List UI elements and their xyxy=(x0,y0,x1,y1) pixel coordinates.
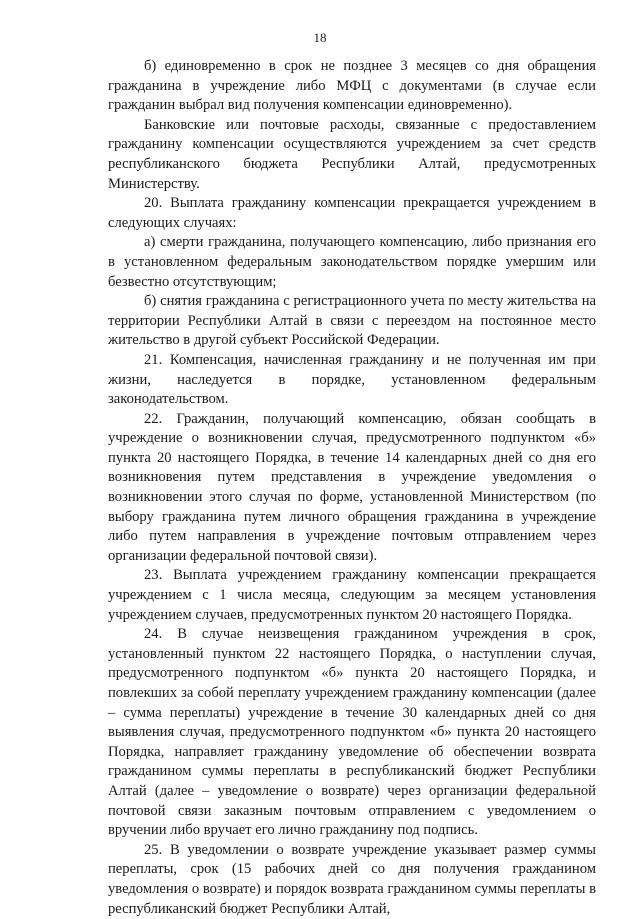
paragraph-clause-23: 23. Выплата учреждением гражданину компенсации прекращается учреждением с 1 числа месяца, следующим за месяцем установления учреждением случаев, предусмотренных пунктом 20 настоящего Порядка. xyxy=(108,567,596,623)
paragraph-clause-22: 22. Гражданин, получающий компенсацию, обязан сообщать в учреждение о возникновении случая, предусмотренного подпунктом «б» пункта 20 настоящего Порядка, в течение 14 календарных дней со дня его возникновения путем представления в учреждение уведомления о возникновении этого случая по форме, установленной Министерством (по выбору гражданина путем личного обращения гражданина в учреждение либо путем направления в учреждение почтовым отправлением через организации федеральной почтовой связи). xyxy=(108,410,596,564)
paragraph-clause-25: 25. В уведомлении о возврате учреждение указывает размер суммы переплаты, срок (15 рабочих дней со дня получения гражданином уведомления о возврате) и порядок возврата гражданином суммы переплаты в республиканский бюджет Республики Алтай, xyxy=(108,841,596,917)
paragraph-compensation-lump-sum: б) единовременно в срок не позднее 3 месяцев со дня обращения гражданина в учреждение либо МФЦ с документами (в случае если гражданин выбрал вид получения компенсации единовременно). xyxy=(108,58,596,114)
page-number: 18 xyxy=(313,30,327,45)
paragraph-clause-24: 24. В случае неизвещения гражданином учреждения в срок, установленный пунктом 22 настоящего Порядка, о наступлении случая, предусмотренного подпунктом «б» пункта 20 настоящего Порядка, и повлекших за собой переплату учреждением гражданину компенсации (далее – сумма переплаты) учреждение в течение 30 календарных дней со дня выявления случая, предусмотренного подпунктом «б» пункта 20 настоящего Порядка, направляет гражданину уведомление об обеспечении возврата гражданином суммы переплаты в республиканский бюджет Республики Алтай (далее – уведомление о возврате) через организации федеральной почтовой связи заказным почтовым отправлением с уведомлением о вручении либо вручает его лично гражданину под подпись. xyxy=(108,626,596,839)
paragraph-clause-20-a: а) смерти гражданина, получающего компенсацию, либо признания его в установленном федеральным законодательством порядке умершим или безвестно отсутствующим; xyxy=(108,234,596,290)
paragraph-bank-postal-expenses: Банковские или почтовые расходы, связанные с предоставлением гражданину компенсации осуществляются учреждением за счет средств республиканского бюджета Республики Алтай, предусмотренных Министерству. xyxy=(108,116,596,192)
paragraph-clause-20-b: б) снятия гражданина с регистрационного учета по месту жительства на территории Республики Алтай в связи с переездом на постоянное место жительство в другой субъект Российской Федерации. xyxy=(108,293,596,349)
paragraph-clause-21: 21. Компенсация, начисленная гражданину и не полученная им при жизни, наследуется в порядке, установленном федеральным законодательством. xyxy=(108,351,596,408)
paragraph-clause-20: 20. Выплата гражданину компенсации прекращается учреждением в следующих случаях: xyxy=(108,195,596,231)
document-body xyxy=(108,57,596,919)
